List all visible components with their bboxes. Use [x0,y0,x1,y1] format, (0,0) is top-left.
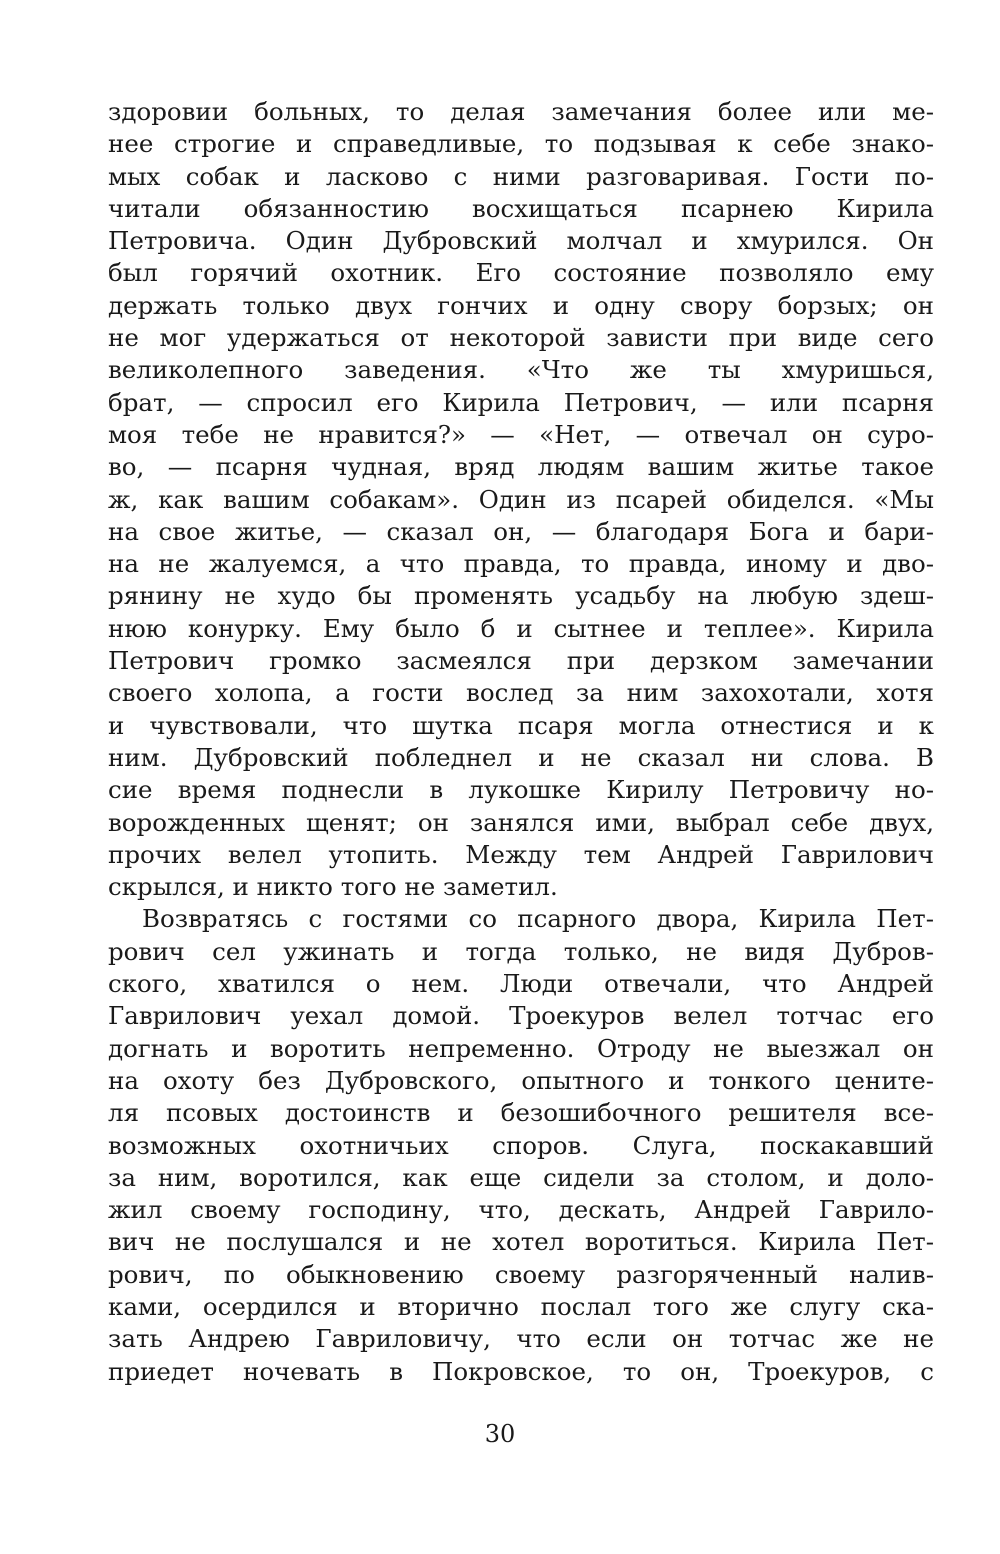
text-line: ля псовых достоинств и безошибочного решителя все- [108,1098,934,1128]
text-line: рянину не худо бы променять усадьбу на любую здеш- [108,581,934,611]
text-line: прочих велел утопить. Между тем Андрей Гаврилович [108,839,934,869]
text-line: держать только двух гончих и одну свору борзых; он [108,290,934,320]
text-line: ж, как вашим собакам». Один из псарей обиделся. «Мы [108,484,934,514]
text-line: ками, осердился и вторично послал того же слугу ска- [108,1291,934,1321]
text-line: жил своему господину, что, дескать, Андрей Гаврило- [108,1195,934,1225]
text-line: Петровича. Один Дубровский молчал и хмурился. Он [108,226,934,256]
text-line: читали обязанностию восхищаться псарнею Кирила [108,193,934,223]
page-body [108,96,934,1388]
text-line: приедет ночевать в Покровское, то он, Троекуров, с [108,1356,934,1386]
text-line: был горячий охотник. Его состояние позволяло ему [108,258,934,288]
text-line: не мог удержаться от некоторой зависти при виде сего [108,323,934,353]
text-line: возможных охотничьих споров. Слуга, поскакавший [108,1130,934,1160]
text-line: рович, по обыкновению своему разгоряченный налив- [108,1259,934,1289]
paragraph-2 [108,903,934,1387]
text-line: ним. Дубровский побледнел и не сказал ни слова. В [108,742,934,772]
text-line: брат, — спросил его Кирила Петрович, — или псарня [108,387,934,417]
text-line: на охоту без Дубровского, опытного и тонкого цените- [108,1065,934,1095]
text-line: ворожденных щенят; он занялся ими, выбрал себе двух, [108,807,934,837]
text-line: скрылся, и никто того не заметил. [108,872,558,902]
text-line: рович сел ужинать и тогда только, не видя Дубров- [108,936,934,966]
text-line: нюю конурку. Ему было б и сытнее и теплее». Кирила [108,613,934,643]
text-line: за ним, воротился, как еще сидели за столом, и доло- [108,1162,934,1192]
text-line: догнать и воротить непременно. Отроду не выезжал он [108,1033,934,1063]
text-line: и чувствовали, что шутка псаря могла отнестися и к [108,710,934,740]
paragraph-1 [108,96,934,903]
text-line: своего холопа, а гости вослед за ним захохотали, хотя [108,678,934,708]
text-line: Гаврилович уехал домой. Троекуров велел тотчас его [108,1001,934,1031]
text-line: зать Андрею Гавриловичу, что если он тотчас же не [108,1324,934,1354]
text-line: сие время поднесли в лукошке Кирилу Петровичу но- [108,775,934,805]
text-line: Возвратясь с гостями со псарного двора, Кирила Пет- [142,904,934,934]
page-number: 30 [484,1420,516,1448]
text-line: во, — псарня чудная, вряд людям вашим житье такое [108,452,934,482]
text-line: ского, хватился о нем. Люди отвечали, что Андрей [108,969,934,999]
text-line: моя тебе не нравится?» — «Нет, — отвечал он суро- [108,419,934,449]
text-line: мых собак и ласково с ними разговаривая. Гости по- [108,161,934,191]
text-line: здоровии больных, то делая замечания более или ме- [108,97,934,126]
text-line: на не жалуемся, а что правда, то правда, иному и дво- [108,549,934,579]
text-line: Петрович громко засмеялся при дерзком замечании [108,646,934,676]
text-line: великолепного заведения. «Что же ты хмуришься, [108,355,934,385]
text-line: вич не послушался и не хотел воротиться. Кирила Пет- [108,1227,934,1257]
text-line: нее строгие и справедливые, то подзывая к себе знако- [108,129,934,159]
text-line: на свое житье, — сказал он, — благодаря Бога и бари- [108,516,934,546]
